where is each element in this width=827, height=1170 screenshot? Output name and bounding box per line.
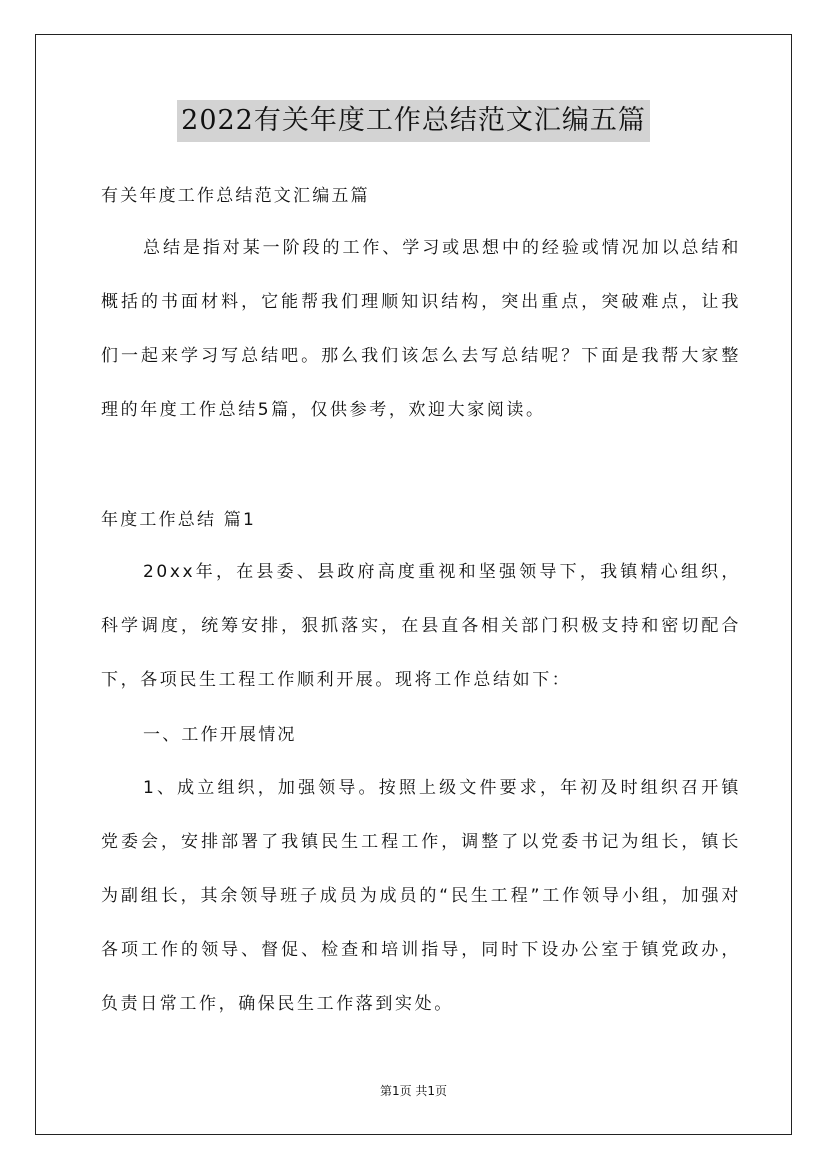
document-title: 2022有关年度工作总结范文汇编五篇 — [177, 100, 650, 142]
document-subtitle: 有关年度工作总结范文汇编五篇 — [101, 186, 370, 206]
item-paragraph-1: 1、成立组织，加强领导。按照上级文件要求，年初及时组织召开镇党委会，安排部署了我镇民生工程工作，调整了以党委书记为组长，镇长为副组长，其余领导班子成员为成员的“民生工程”工作领导小组，加强对各项工作的领导、督促、检查和培训指导，同时下设办公室于镇党政办，负责日常工作，确保民生工作落到实处。 — [101, 778, 741, 1014]
intro-paragraph: 总结是指对某一阶段的工作、学习或思想中的经验或情况加以总结和概括的书面材料，它能帮我们理顺知识结构，突出重点，突破难点，让我们一起来学习写总结吧。那么我们该怎么去写总结呢？下面是我帮大家整理的年度工作总结5篇，仅供参考，欢迎大家阅读。 — [101, 238, 741, 420]
section-paragraph-1: 20xx年，在县委、县政府高度重视和坚强领导下，我镇精心组织，科学调度，统筹安排，狠抓落实，在县直各相关部门积极支持和密切配合下，各项民生工程工作顺利开展。现将工作总结如下： — [101, 562, 741, 690]
title-container — [0, 100, 827, 142]
page-footer: 第1页 共1页 — [379, 1084, 448, 1098]
section-heading: 年度工作总结 篇1 — [101, 510, 257, 530]
subheading-work-status: 一、工作开展情况 — [143, 725, 297, 745]
